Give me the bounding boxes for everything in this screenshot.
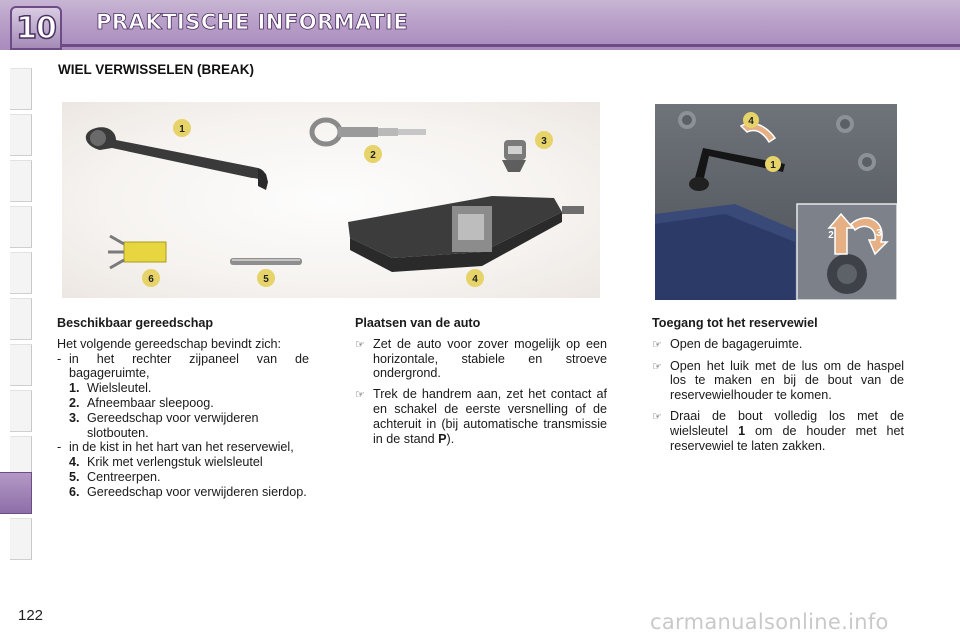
- access-callout-4: 4: [748, 116, 754, 127]
- pointing-hand-icon: ☞: [652, 410, 662, 423]
- chapter-number: 10: [16, 10, 56, 46]
- available-tools-heading: Beschikbaar gereedschap: [57, 316, 214, 330]
- watermark: carmanualsonline.info: [650, 610, 889, 634]
- callout-6: 6: [148, 274, 154, 285]
- header-rule: [60, 44, 960, 47]
- tool-item-number: 3.: [69, 410, 80, 425]
- spare-wheel-access-heading: Toegang tot het reservewiel: [652, 316, 818, 330]
- dash-marker: -: [57, 351, 62, 366]
- instruction-text: Zet de auto voor zover mogelijk op een horizontale, stabiele en stroeve ondergrond.: [373, 336, 607, 381]
- tool-item-number: 6.: [69, 484, 80, 499]
- chapter-tab-11[interactable]: [10, 518, 32, 560]
- chapter-tab-8[interactable]: [10, 390, 32, 432]
- chapter-tab-1[interactable]: [10, 68, 32, 110]
- callout-2: 2: [370, 150, 376, 161]
- tool-reference-number: 1: [738, 423, 746, 438]
- access-callout-1: 1: [770, 160, 776, 171]
- tool-item-text: Krik met verlengstuk wielsleutel: [87, 455, 263, 470]
- tools-drawing: [62, 102, 600, 298]
- tool-item: [57, 396, 309, 411]
- vehicle-positioning-heading: Plaatsen van de auto: [355, 316, 481, 330]
- instruction-bullet: [355, 387, 607, 446]
- tools-illustration: [62, 102, 600, 298]
- pointing-hand-icon: ☞: [355, 338, 365, 351]
- chapter-tab-10-active[interactable]: [0, 472, 32, 514]
- spare-wheel-access-photo: [655, 104, 897, 300]
- jack-icon: [348, 196, 584, 272]
- tool-item-number: 5.: [69, 469, 80, 484]
- pointing-hand-icon: ☞: [355, 389, 365, 402]
- wheel-brace-icon: [86, 127, 268, 190]
- instruction-bullet: [652, 359, 904, 403]
- access-drawing: [655, 104, 897, 300]
- tool-item-text: Gereedschap voor verwijderen slotbouten.: [87, 410, 259, 440]
- callout-4: 4: [472, 274, 478, 285]
- tool-location-1: [57, 352, 309, 382]
- pointing-hand-icon: ☞: [652, 338, 662, 351]
- tool-item: [57, 381, 309, 396]
- dash-marker: -: [57, 440, 62, 455]
- chapter-tab-7[interactable]: [10, 344, 32, 386]
- section-title: WIEL VERWISSELEN (BREAK): [58, 62, 255, 77]
- instruction-text: Open de bagageruimte.: [670, 336, 803, 351]
- chapter-title: PRAKTISCHE INFORMATIE: [96, 10, 409, 34]
- page-number: 122: [18, 607, 44, 624]
- instruction-bullet: [652, 337, 904, 353]
- tool-item-text: Afneembaar sleepoog.: [87, 395, 214, 410]
- gear-position-letter: P: [438, 431, 447, 446]
- chapter-tab-2[interactable]: [10, 114, 32, 156]
- tool-location-2-text: in de kist in het hart van het reservewiel,: [69, 440, 294, 455]
- pointing-hand-icon: ☞: [652, 360, 662, 373]
- callout-5: 5: [263, 274, 269, 285]
- tool-item: [57, 455, 309, 470]
- chapter-badge: [10, 6, 62, 50]
- instruction-bullet: [652, 409, 904, 453]
- chapter-tab-5[interactable]: [10, 252, 32, 294]
- available-tools-intro: Het volgende gereedschap bevindt zich:: [57, 336, 282, 351]
- tool-item-text: Gereedschap voor verwijderen sierdop.: [87, 484, 307, 499]
- tool-item-number: 4.: [69, 455, 80, 470]
- callout-1: 1: [179, 124, 185, 135]
- tool-item-text: Centreerpen.: [87, 469, 161, 484]
- callout-3: 3: [541, 136, 547, 147]
- chapter-tab-4[interactable]: [10, 206, 32, 248]
- access-callout-2: 2: [828, 230, 834, 241]
- instruction-text: Trek de handrem aan, zet het contact af en schakel de eerste versnelling of de achteruit in (bij automatische transmissie in de stand P).: [373, 387, 607, 446]
- tool-item-number: 2.: [69, 395, 80, 410]
- instruction-text: Open het luik met de lus om de haspel los te maken en bij de bout van de reservewielhouder te komen.: [670, 358, 904, 403]
- tool-item-text: Wielsleutel.: [87, 381, 152, 396]
- access-callout-3: 3: [876, 228, 882, 239]
- spare-wheel-access-column: [652, 316, 904, 459]
- instruction-bullet: [355, 337, 607, 381]
- towing-eye-icon: [312, 120, 426, 144]
- tool-item-number: 1.: [69, 381, 80, 396]
- bolt-tool-icon: [502, 140, 526, 172]
- tool-item: [57, 485, 309, 500]
- centering-pin-icon: [230, 258, 302, 265]
- chapter-tab-3[interactable]: [10, 160, 32, 202]
- instruction-text: Draai de bout volledig los met de wielsleutel 1 om de houder met het reservewiel te laten zakken.: [670, 408, 905, 453]
- vehicle-positioning-column: [355, 316, 607, 452]
- tool-location-2: [57, 440, 309, 455]
- tool-item: [57, 470, 309, 485]
- tool-item: [57, 411, 309, 441]
- hubcap-tool-icon: [108, 236, 166, 268]
- chapter-tab-6[interactable]: [10, 298, 32, 340]
- tool-location-1-text: in het rechter zijpaneel van de bagageruimte,: [69, 351, 309, 381]
- available-tools-column: [57, 316, 309, 500]
- chapter-tab-strip: [0, 68, 32, 578]
